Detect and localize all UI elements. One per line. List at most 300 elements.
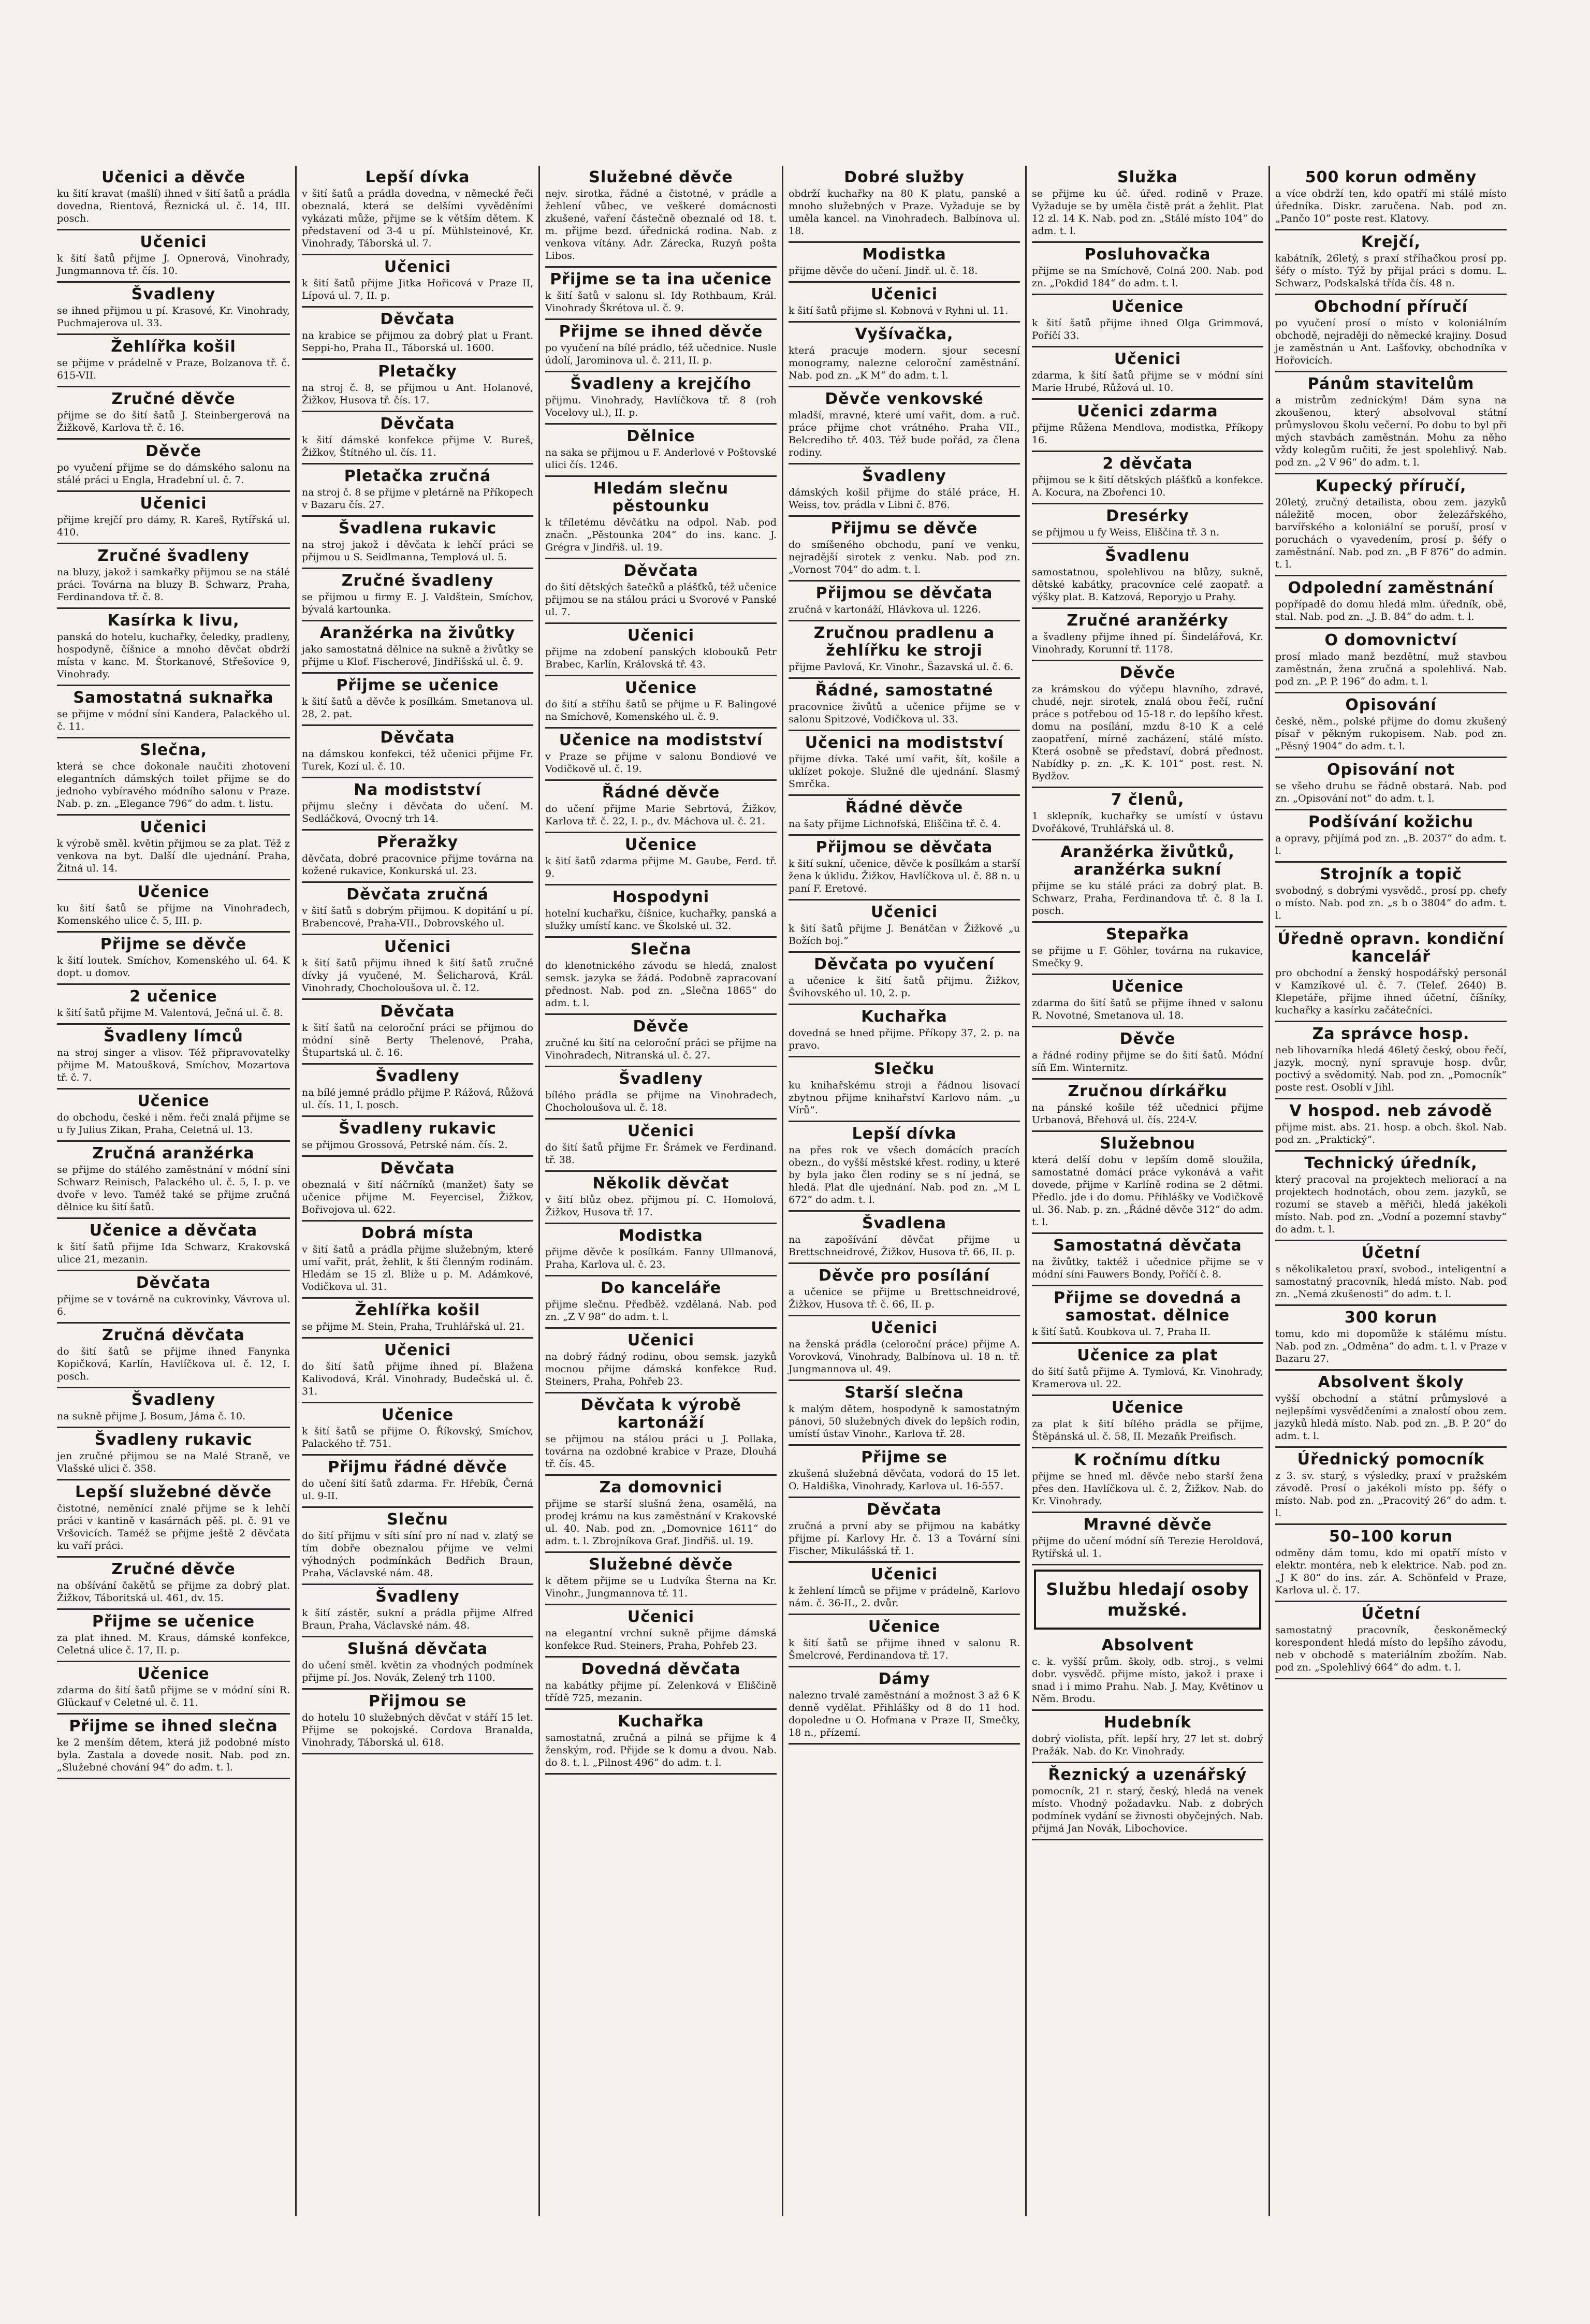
ad-body: a učenice k šití šatů přijmu. Žižkov, Švihovského ul. 10, 2. p. [789,975,1020,999]
ad-heading: Služebnou [1100,1135,1195,1153]
ad-heading: Kuchařka [618,1712,704,1731]
classified-ad [57,283,290,335]
classified-ad [57,686,290,738]
classified-ad [545,559,777,624]
ad-body: k šití šatů se přijme O. Říkovský, Smíchov, Palackého tř. 751. [302,1426,533,1449]
ad-heading: Řádné děvče [845,798,964,817]
ad-heading: Opisování not [1327,761,1455,779]
section-box [1034,1570,1261,1630]
classified-ad [57,440,290,492]
classified-ad [789,166,1020,243]
ad-heading: Děvčata zručná [346,885,489,904]
ad-body: se přijme do stálého zaměstnání v módní síni Schwarz Reinisch, Palackého ul. č. 5, I. p. ve dvoře v levo. Taméž také se přijme zručná dělnice ku šití šatů. [57,1164,290,1213]
classified-ad [789,1667,1020,1745]
ad-heading: Slušná děvčata [347,1640,488,1658]
ad-body: přijme krejčí pro dámy, R. Kareš, Rytířská ul. 410. [57,514,290,538]
ad-body: přijme děvče k posílkám. Fanny Ullmanová, Praha, Karlova ul. č. 23. [545,1246,777,1270]
ad-body: na stroj singer a vlisov. Též připravovatelky přijme M. Matoušková, Smíchov, Mozartova tř. č. 7. [57,1047,290,1083]
ad-heading: Děvče [1119,1030,1176,1048]
ad-heading: Lepší dívka [852,1125,957,1143]
ad-heading: Učenice [381,1406,454,1424]
classified-ad [1032,1080,1263,1132]
ad-body: přijme se do šití šatů J. Steinbergerová na Žižkově, Karlova tř. č. 16. [57,410,290,433]
ad-body: na ženská prádla (celoroční práce) přijme A. Vorovková, Vinohrady, Balbínova ul. 18 n. tř. Jungmannova ul. 49. [789,1339,1020,1375]
ad-body: na obšívání čakětů se přijme za dobrý plat. Žižkov, Táboritská ul. 461, dv. 15. [57,1580,290,1604]
classified-ad [57,816,290,880]
ad-heading: Děvčata [380,415,455,433]
ad-body: na dobrý řádný rodinu, obou semsk. jazyků mocnou přijme dámská konfekce Rud. Steiners, Praha, Pohřeb 23. [545,1351,777,1387]
ad-heading: Slečnu [387,1510,448,1529]
classified-ad [789,1615,1020,1667]
ad-heading: 2 učenice [129,987,217,1006]
ad-heading: Přijme se ihned slečna [69,1717,278,1735]
classified-ad [789,1446,1020,1498]
ad-body: pracovnice živůtů a učenice přijme se v salonu Spitzové, Vodičkova ul. 33. [789,701,1020,725]
classified-ad [1032,1234,1263,1286]
ad-body: z 3. sv. starý, s výsledky, praxí v pražském závodě. Prosí o jakékoli místo pp. šéfy o místo. Nab. pod zn. „Pracovitý 26“ do adm. t. l. [1275,1470,1507,1519]
classified-ad [1032,166,1263,243]
ad-heading: O domovnictví [1324,631,1457,649]
ad-heading: Přijmou se děvčata [815,584,993,602]
ad-heading: Dresérky [1106,507,1189,525]
ad-body: v Praze se přijme v salonu Bondiové ve Vodičkově ul. č. 19. [545,751,777,775]
ad-body: do klenotnického závodu se hledá, znalost semsk. jazyka se žádá. Podobně zapracovaní přednost. Nab. pod zn. „Slečna 1865“ do adm. t. l. [545,960,777,1009]
classified-ad [57,985,290,1025]
ad-body: která se chce dokonale naučiti zhotovení elegantních dámských toilet přijme se do jednoho vybíravého módního salonu v Praze. Nab. p. zn. „Elegance 796“ do adm. t. listu. [57,761,290,809]
classified-ad [789,464,1020,517]
ad-heading: Řádné děvče [602,783,720,802]
ad-body: neb lihovarníka hledá 46letý český, obou řečí, jazyk, mocný, nyní spravuje hosp. dvůr, poctivý a svědomitý. Nab. pod zn. „Pomocník“ poste rest. Osoblí v Jihl. [1275,1044,1507,1093]
ad-body: hotelní kuchařku, číšnice, kuchařky, panská a služky umístí kanc. ve Školské ul. 32. [545,908,777,932]
classified-ad [302,1508,533,1585]
ad-heading: Mravné děvče [1083,1516,1212,1534]
classified-ad [545,624,777,676]
ad-heading: Děvčata [380,1159,455,1178]
ad-body: do šití dětských šatečků a plášťků, též učenice přijmou se na stálou práci u Svorové v Panské ul. 7. [545,582,777,618]
ad-heading: Služka [1117,168,1178,186]
ad-body: a opravy, přijímá pod zn. „B. 2037“ do adm. t. l. [1275,833,1507,856]
classified-ad [302,1157,533,1222]
ad-body: zdarma do šití šatů přijme se v módní síni R. Glückauf v Celetné ul. č. 11. [57,1684,290,1708]
ad-body: do učení šití šatů zdarma. Fr. Hřebík, Černá ul. 9-II. [302,1478,533,1502]
ad-heading: Děvče [1119,664,1176,682]
ad-body: zručná v kartonáží, Hlávkova ul. 1226. [789,604,981,615]
classified-ad [1275,863,1507,927]
ad-body: se přijme ku úč. úřed. rodině v Praze. Vyžaduje se by uměla čistě prát a žehlit. Plat 12 zl. 14 K. Nab. pod zn. „Stálé místo 104“ do adm. t. l. [1032,188,1263,237]
ad-heading: Dobré služby [844,168,965,186]
classified-ad [1032,840,1263,923]
ad-body: prosí mlado manž bezdětní, muž stavbou zaměstnán, žena zručná a spolehlivá. Nab. pod zn. „P. P. 196“ do adm. t. l. [1275,651,1507,687]
ad-body: přijme se v továrně na cukrovinky, Vávrova ul. 6. [57,1294,290,1317]
ad-body: 1 sklepník, kuchařky se umístí v ústavu Dvořákové, Truhlářská ul. 8. [1032,810,1263,834]
classified-ad [302,883,533,935]
classified-ad [545,477,777,559]
ad-body: k žehlení límců se přijme v prádelně, Karlovo nám. č. 36-II., 2. dvůr. [789,1585,1020,1609]
ad-body: ku šití kravat (mašlí) ihned v šití šatů a prádla dovedna, Rientová, Řeznická ul. č. 14, III. posch. [57,188,290,224]
classified-ad [545,1329,777,1393]
ad-body: a učenice se přijme u Brettschneidrové, Žižkov, Husova tř. č. 66, II. p. [789,1286,1020,1310]
ad-body: dámských košil přijme do stálé práce, H. Weiss, tov. prádla v Libni č. 876. [789,487,1020,511]
ad-heading: Učenici a děvče [101,168,245,186]
column-5 [1025,166,1268,2216]
ad-body: v šití šatů s dobrým přijmou. K dopitání u pí. Brabencové, Praha-VII., Dobrovského ul. [302,905,533,929]
ad-heading: Přijme se dovedná a samostat. dělnice [1054,1289,1242,1325]
ad-body: do šití šatů se přijme ihned Fanynka Kopičková, Karlín, Havlíčkova ul. č. 12, I. posch. [57,1346,290,1382]
classified-ad [789,1498,1020,1563]
ad-body: přijme dívka. Také umí vařit, šít, košile a uklízet pokoje. Služné dle ujednání. Slasmý Smrčka. [789,753,1020,790]
ad-heading: 2 děvčata [1102,455,1193,473]
ad-body: panská do hotelu, kuchařky, čeledky, pradleny, hospodyně, číšnice a mnoho děvčat obdrží místa v kanc. M. Štorkanové, Střešovice 9, Vinohrady. [57,631,290,680]
classified-ad [789,953,1020,1005]
classified-ad [302,1117,533,1157]
ad-body: přijmu slečny i děvčata do učení. M. Sedláčková, Ovocný trh 14. [302,801,533,824]
ad-body: po vyučení na bílé prádlo, též učednice. Nusle údolí, Jarominova ul. č. 211, II. p. [545,342,777,366]
classified-ad [302,464,533,517]
ad-body: k šití šatů přijme ihned Olga Grimmová, Poříčí 33. [1032,317,1263,341]
ad-body: k šití šatů na celoroční práci se přijmou do módní síně Berty Thelenové, Praha, Štupartská ul. č. 16. [302,1022,533,1058]
classified-ad [302,935,533,1000]
ad-body: do šití přijmu v síti síní pro ní nad v. zlatý se tím dobře obeznalou přijme ve velmi výhodných podmínkách Bedřich Braun, Praha, Václavské nám. 48. [302,1530,533,1579]
ad-heading: Švadlena rukavic [338,519,497,538]
classified-ad [1275,474,1507,576]
ad-body: k tříletému děvčátku na odpol. Nab. pod značn. „Pěstounka 204“ do ins. kanc. J. Grégra v Jindřiš. ul. 19. [545,517,777,553]
ad-heading: Slečku [873,1060,935,1078]
ad-heading: Žehlířka košil [355,1301,480,1319]
classified-ad [302,778,533,831]
ad-heading: Učenici [384,258,451,276]
ad-body: po vyučení prosí o místo v koloniálním obchodě, nejraději do německé krajiny. Dosud je zaměstnán u Ant. Lašťovky, obchodníka v Hořovicích. [1275,317,1507,366]
classified-ad [1275,810,1507,863]
classified-ad [789,679,1020,731]
ad-heading: Kuchařka [861,1008,947,1026]
ad-heading: Zručné švadleny [341,572,494,590]
classified-ad [302,1585,533,1637]
ad-heading: Učenici [140,818,207,836]
classified-ad [545,885,777,938]
ad-body: k šití sukní, učenice, děvče k posílkám a starší žena k úklidu. Žižkov, Havlíčkova ul. č. 88 n. u paní F. Eretové. [789,858,1020,894]
ad-body: samostatnou, spolehlivou na blůzy, sukně, dětské kabátky, pracovníce celé zaopatř. a výšky plat. B. Katzová, Reporyjo u Prahy. [1032,567,1263,603]
classified-ad [545,1476,777,1553]
ad-heading: Přijme se [861,1448,947,1466]
ad-body: popřípadě do domu hledá mlm. úředník, obě, stal. Nab. pod zn. „J. B. 84“ do adm. t. l. [1275,599,1507,622]
classified-ad [57,1662,290,1715]
ad-heading: Učenici [627,1331,695,1349]
ad-body: přijme na zdobení panských klobouků Petr Brabec, Karlín, Královská tř. 43. [545,646,777,670]
classified-ad [789,243,1020,283]
classified-ad [57,1428,290,1480]
ad-body: se ihned přijmou u pí. Krasové, Kr. Vinohrady, Puchmajerova ul. 33. [57,305,290,329]
ad-body: do šití šatů přijme ihned pí. Blažena Kalivodová, Král. Vinohrady, Budečská ul. č. 31. [302,1361,533,1397]
ad-heading: Švadlena [862,1214,947,1232]
ad-heading: Strojník a topič [1320,865,1462,883]
classified-ad [1032,504,1263,544]
classified-ad [1275,1022,1507,1099]
ad-body: k šití šatů přijme J. Opnerová, Vinohrady, Jungmannova tř. čís. 10. [57,253,290,277]
ad-body: k šití šatů se přijme ihned v salonu R. Šmelcrové, Ferdinandova tř. 17. [789,1637,1020,1661]
ad-heading: Švadleny [619,1070,703,1088]
ad-heading: Děvčata [867,1501,942,1519]
ad-body: se přijmou Grossová, Petrské nám. čís. 2. [302,1139,508,1151]
ad-body: do šití šatů přijme A. Tymlová, Kr. Vinohrady, Kramerova ul. 22. [1032,1366,1263,1390]
classified-ad [302,726,533,778]
ad-body: děvčata, dobré pracovnice přijme továrna na kožené rukavice, Konkurská ul. 23. [302,853,533,877]
ad-body: na pánské košile též učednici přijme Urbanová, Břehová ul. čís. 224-V. [1032,1102,1263,1126]
classified-ad [789,1122,1020,1212]
classified-ad [57,933,290,985]
ad-heading: Přijme se učenice [336,676,499,694]
ad-heading: Stepařka [1105,925,1189,943]
ad-body: na živůtky, taktéž i učednice přijme se v módní síni Fauwers Bondy, Poříčí č. 8. [1032,1256,1263,1280]
ad-body: zručná a první aby se přijmou na kabátky přijme pí. Karlovy Hr. č. 13 a Tovární síni Fischer, Mikulášská tř. 1. [789,1520,1020,1557]
ad-heading: Žehlířka košil [111,338,236,356]
classified-ad [545,1605,777,1658]
classified-ad [1275,372,1507,474]
ad-heading: Švadleny [862,467,946,485]
ad-body: nalezno trvalé zaměstnání a možnost 3 až 6 K denně vydělat. Přihlášky od 8 do 11 hod. dopoledne u O. Hofmana v Praze II, Smečky, 18 n., přízemí. [789,1690,1020,1738]
ad-heading: Učenici [140,495,207,513]
ad-body: za plat ihned. M. Kraus, dámské konfekce, Celetná ulice č. 17, II. p. [57,1632,290,1656]
ad-heading: K ročnímu dítku [1074,1451,1221,1469]
classified-ad [789,517,1020,582]
ad-body: zkušená služebná děvčata, vodorá do 15 let. O. Haldiška, Vinohrady, Karlova ul. 16-557. [789,1468,1020,1492]
classified-ad [545,1120,777,1172]
ad-heading: Učenici [870,285,938,303]
column-2 [295,166,538,2216]
ad-heading: Švadleny [131,285,216,303]
ad-body: přijme se starší slušná žena, osamělá, na prodej krámu na kus zaměstnání v Krakovské ul. 40. Nab. pod zn. „Domovnice 1611“ do adm. t. l. Zbrojníkova Graf. Jindřiš. ul. 19. [545,1498,777,1547]
ad-body: odměny dám tomu, kdo mi opatří místo v elektr. montéra, neb k elektrice. Nab. pod zn. „J K 80“ do ins. zár. A. Schönfeld v Praze, Karlova ul. č. 17. [1275,1547,1507,1596]
classified-ad [1275,230,1507,295]
classified-ad [1032,975,1263,1027]
classified-ad [302,255,533,308]
classified-ad [789,1563,1020,1615]
ad-body: tomu, kdo mi dopomůže k stálému místu. Nab. pod zn. „Odměna“ do adm. t. l. v Praze v Bazaru 27. [1275,1328,1507,1364]
ad-body: pomocník, 21 r. starý, český, hledá na venek místo. Vhodný požadavku. Nab. z dobrých podmínek vydání se živnosti obyčejných. Nab. přijmá Jan Novák, Libochovice. [1032,1785,1263,1834]
ad-body: c. k. vyšší prům. školy, odb. stroj., s velmi dobr. vysvědč. přijme místo, jakož i praxe i snad i i mimo Prahu. Nab. J. May, Květinov u Něm. Brodu. [1032,1656,1263,1705]
ad-body: přijme se na Smíchově, Colná 200. Nab. pod zn. „Pokdid 184“ do adm. t. l. [1032,265,1263,289]
ad-body: přijmou se k šití dětských plášťků a konfekce. A. Kocura, na Zbořenci 10. [1032,474,1263,498]
classified-ad [57,1219,290,1271]
classified-ad [1032,544,1263,609]
classified-ad [545,1224,777,1276]
classified-ad [57,166,290,230]
ad-heading: Švadleny [131,1391,216,1409]
ad-heading: Opisování [1345,696,1437,714]
classified-ad [545,1710,777,1775]
classified-ad [1275,1099,1507,1152]
ad-body: jako samostatná dělnice na sukně a živůtky se přijme u Klof. Fischerové, Jindřišská ul. č. 9. [302,644,533,667]
ad-body: obeznalá v šití náčrníků (manžet) šaty se učenice přijme M. Feyercisel, Žižkov, Bořivojova ul. 622. [302,1179,533,1215]
classified-ad [789,1212,1020,1264]
classified-ad [545,833,777,885]
ad-heading: Učenici [870,903,938,921]
ad-body: k šití šatů přijme Jitka Hořicová v Praze II, Lípová ul. 7, II. p. [302,278,533,301]
ad-heading: Hospodyni [612,888,710,906]
ad-body: na stroj jakož i děvčata k lehčí práci se přijmou u S. Seidlmanna, Templová ul. 5. [302,539,533,563]
classified-ad [1032,1396,1263,1448]
classified-ad [545,729,777,781]
classified-columns [52,166,1512,2216]
ad-heading: Učenici na modistství [805,734,1004,752]
classified-ad [545,1015,777,1067]
ad-body: do šití a stříhu šatů se přijme u F. Balingové na Smíchově, Komenského ul. č. 9. [545,699,777,722]
classified-ad [302,412,533,464]
ad-heading: Vyšívačka, [855,325,954,343]
classified-ad [57,1480,290,1558]
classified-ad [1032,923,1263,975]
classified-ad [57,335,290,387]
ad-body: do obchodu, české i něm. řeči znalá přijme se u fy Julius Zikan, Praha, Celetná ul. 13. [57,1112,290,1136]
ad-body: obdrží kuchařky na 80 K platu, panské a mnoho služebných v Praze. Vyžaduje se by uměla kancel. na Vinohradech. Balbínova ul. 18. [789,188,1020,237]
ad-heading: Pletačka zručná [344,467,491,485]
classified-ad [789,582,1020,621]
ad-heading: Pánům stavitelům [1307,375,1475,393]
ad-heading: Na modistství [354,781,482,799]
classified-ad [1275,295,1507,372]
classified-ad [1032,609,1263,661]
ad-body: za plat k šití bílého prádla se přijme, Štěpánská ul. č. 58, II. Mezaňk Preifisch. [1032,1418,1263,1442]
classified-ad [302,621,533,674]
classified-ad [1275,1241,1507,1306]
ad-heading: Řádné, samostatné [815,681,994,700]
ad-body: mladší, mravné, které umí vařit, dom. a ruč. práce přijme chot vrátného. Praha VII., Belcrediho tř. 403. Též bude pořád, za člena rodiny. [789,410,1020,458]
ad-heading: Učenici zdarma [1077,402,1218,420]
classified-ad [302,1000,533,1065]
classified-ad [57,1610,290,1662]
classified-ad [545,676,777,729]
classified-ad [57,1142,290,1219]
classified-ad [302,308,533,360]
column-6 [1268,166,1512,2216]
ad-body: na zapošívání děvčat přijme u Brettschneidrové, Žižkov, Husova tř. 66, II. p. [789,1234,1020,1258]
ad-heading: Hledám slečnu pěstounku [593,480,729,515]
classified-ad [789,796,1020,836]
ad-body: zdarma, k šití šatů přijme se v módní síni Marie Hrubé, Růžová ul. 10. [1032,370,1263,394]
ad-body: v šití šatů a prádla přijme služebným, které umí vařit, prát, žehlit, k šti členným rodinám. Hledám se 15 zl. Blíže u p. M. Adámkové, Vodičkova ul. 31. [302,1244,533,1292]
ad-heading: Učenice [137,1092,210,1110]
column-1 [52,166,295,2216]
ad-heading: Učenici [870,1319,938,1337]
ad-heading: V hospod. neb závodě [1289,1102,1493,1120]
ad-heading: Kupecký příručí, [1315,477,1467,495]
ad-heading: Přijmu se děvče [830,519,978,538]
classified-ad [1032,661,1263,788]
classified-ad [545,938,777,1015]
ad-heading: Děvče pro posílání [818,1267,990,1285]
ad-heading: Účetní [1361,1244,1421,1262]
ad-body: kabátník, 26letý, s praxí stříhačkou prosí pp. šéfy o místo. Týž by přijal práci s domu. L. Schwarz, Podskalská třída čís. 48 n. [1275,253,1507,289]
ad-body: přijmu. Vinohrady, Havlíčkova tř. 8 (roh Vocelovy ul.), II. p. [545,395,777,418]
classified-ad [57,738,290,816]
ad-body: k šití loutek. Smíchov, Komenského ul. 64. K dopt. u domov. [57,955,290,979]
ad-body: v šití šatů a prádla dovedna, v německé řeči obeznalá, která se delšími vyvěděními vykázati může, přijme se k větším dětem. K představení od 3-4 u pí. Mühlsteinové, Kr. Vinohrady, Táborská ul. 7. [302,188,533,249]
ad-body: se přijmou u firmy E. J. Valdštein, Smíchov, bývalá kartounka. [302,591,533,615]
ad-heading: Přijme se ta ina učenice [550,270,772,288]
ad-body: na stroj č. 8, se přijmou u Ant. Holanové, Žižkov, Husova tř. čís. 17. [302,382,533,406]
classified-ad [1032,1027,1263,1080]
ad-body: čistotné, neměnící znalé přijme se k lehčí práci v kantině v kasárnách pěš. pl. č. 91 ve Vršovicích. Taméž se přijme ještě 2 děvčata ku vaří práci. [57,1503,290,1551]
ad-heading: Absolvent školy [1318,1373,1464,1391]
classified-ad [1275,1371,1507,1448]
ad-body: zručné ku šití na celoroční práci se přijme na Vinohradech, Nitranská ul. č. 27. [545,1037,777,1061]
ad-body: k šití šatů přijme sl. Kobnová v Ryhni ul. 11. [789,305,1009,316]
ad-body: k dětem přijme se u Ludvíka Šterna na Kr. Vinohr., Jungmannova tř. 11. [545,1575,777,1599]
ad-body: se přijme M. Stein, Praha, Truhlářská ul. 21. [302,1321,525,1332]
ad-heading: Starší slečna [844,1384,964,1402]
ad-body: k šití šatů přijmu ihned k šití šatů zručné dívky já vyučené, M. Šelicharová, Král. Vinohrady, Chocholoušova ul. č. 12. [302,957,533,994]
classified-ad [57,1090,290,1142]
ad-heading: Děvče [145,442,201,460]
classified-ad [1032,347,1263,400]
ad-heading: Krejčí, [1361,233,1421,251]
classified-ad [1275,1448,1507,1525]
classified-ad [302,569,533,621]
ad-heading: Děvče [633,1018,689,1036]
ad-heading: Učenice [624,679,697,697]
classified-ad [545,1553,777,1605]
ad-heading: Aranžérka na živůtky [319,624,516,642]
classified-ad [1032,788,1263,840]
classified-ad [789,900,1020,953]
ad-heading: Odpolední zaměstnání [1288,579,1494,597]
ad-body: k šití dámské konfekce přijme V. Bureš, Žižkov, Štítného ul. čís. 11. [302,434,533,458]
ad-body: ke 2 menším dětem, která již podobné místo byla. Zastala a dovede nosit. Nab. pod zn. „Služebné chování 94“ do adm. t. l. [57,1737,290,1773]
ad-heading: Pletačky [378,362,457,381]
ad-heading: Přijme se děvče [100,935,247,953]
ad-heading: Přijmou se [368,1692,467,1710]
ad-heading: Lepší dívka [365,168,470,186]
ad-body: bílého prádla se přijme na Vinohradech, Chocholoušova ul. č. 18. [545,1090,777,1113]
ad-body: se všeho druhu se řádně obstará. Nab. pod zn. „Opisování not“ do adm. t. l. [1275,780,1507,804]
ad-heading: Učenici [140,233,207,251]
classified-ad [57,387,290,440]
ad-body: k šití šatů zdarma přijme M. Gaube, Ferd. tř. 9. [545,855,777,879]
ad-body: se přijme u F. Göhler, továrna na rukavice, Smečky 9. [1032,945,1263,969]
classified-ad [545,166,777,268]
classified-ad [789,387,1020,464]
ad-heading: Zručné švadleny [97,547,250,565]
ad-body: na šaty přijme Lichnofská, Eliščina tř. č. 4. [789,818,1001,830]
classified-ad [1032,243,1263,295]
ad-heading: Několik děvčat [592,1174,730,1193]
ad-body: k výrobě směl. květin přijmou se za plat. Též z venkova na byt. Další dle ujednání. Praha, Žitná ul. 14. [57,838,290,874]
ad-heading: Služebné děvče [589,168,733,186]
ad-body: ku knihařskému stroji a řádnou lisovací zbytnou přijme knihařství Karlovo nám. „u Vírů“. [789,1080,1020,1116]
ad-body: na bluzy, jakož i samkařky přijmou se na stálé práci. Továrna na bluzy B. Schwarz, Praha, Ferdinandova tř. č. 8. [57,567,290,603]
ad-heading: Učenice [1111,298,1184,316]
ad-body: se přijme v módní síni Kandera, Palackého ul. č. 11. [57,708,290,732]
classified-ad [1275,1152,1507,1241]
classified-ad [57,1715,290,1779]
classified-ad [1032,1513,1263,1565]
ad-body: se přijmou u fy Weiss, Eliščina tř. 3 n. [1032,527,1220,538]
ad-heading: Děvčata k výrobě kartonáží [580,1396,741,1432]
ad-heading: Zručná děvčata [102,1326,245,1344]
ad-heading: Samostatná suknařka [73,689,274,707]
classified-ad [1275,629,1507,693]
ad-heading: Účetní [1361,1605,1421,1623]
ad-body: a mistrům zednickým! Dám syna na zkoušenou, který absolvoval státní průmyslovou školu večerní. Po dobu to byl při mých stavbách zaměstnán. Mohu za něho vždy kolegům ručiti, že jest spolehlivý. Nab. pod zn. „2 V 96“ do adm. t. l. [1275,395,1507,468]
ad-body: jen zručné přijmou se na Malé Straně, ve Vlašské ulici č. 358. [57,1450,290,1474]
ad-body: na stroj č. 8 se přijme v pletárně na Příkopech v Bazaru čís. 27. [302,487,533,511]
ad-body: ku šití šatů se přijme na Vinohradech, Komenského ulice č. 5, III. p. [57,903,290,926]
ad-heading: Učenici [627,1608,695,1626]
ad-body: české, něm., polské přijme do domu zkušený písař v pěkným rukopisem. Nab. pod zn. „Pěsný 1904“ do adm. t. l. [1275,716,1507,752]
classified-ad [57,1271,290,1324]
classified-ad [1032,400,1263,452]
ad-body: a více obdrží ten, kdo opatří mi stálé místo úředníka. Diskr. zaručena. Nab. pod zn. „Pančo 10“ poste rest. Klatovy. [1275,188,1507,224]
ad-body: zdarma do šití šatů se přijme ihned v salonu R. Novotné, Smetanova ul. 18. [1032,997,1263,1021]
